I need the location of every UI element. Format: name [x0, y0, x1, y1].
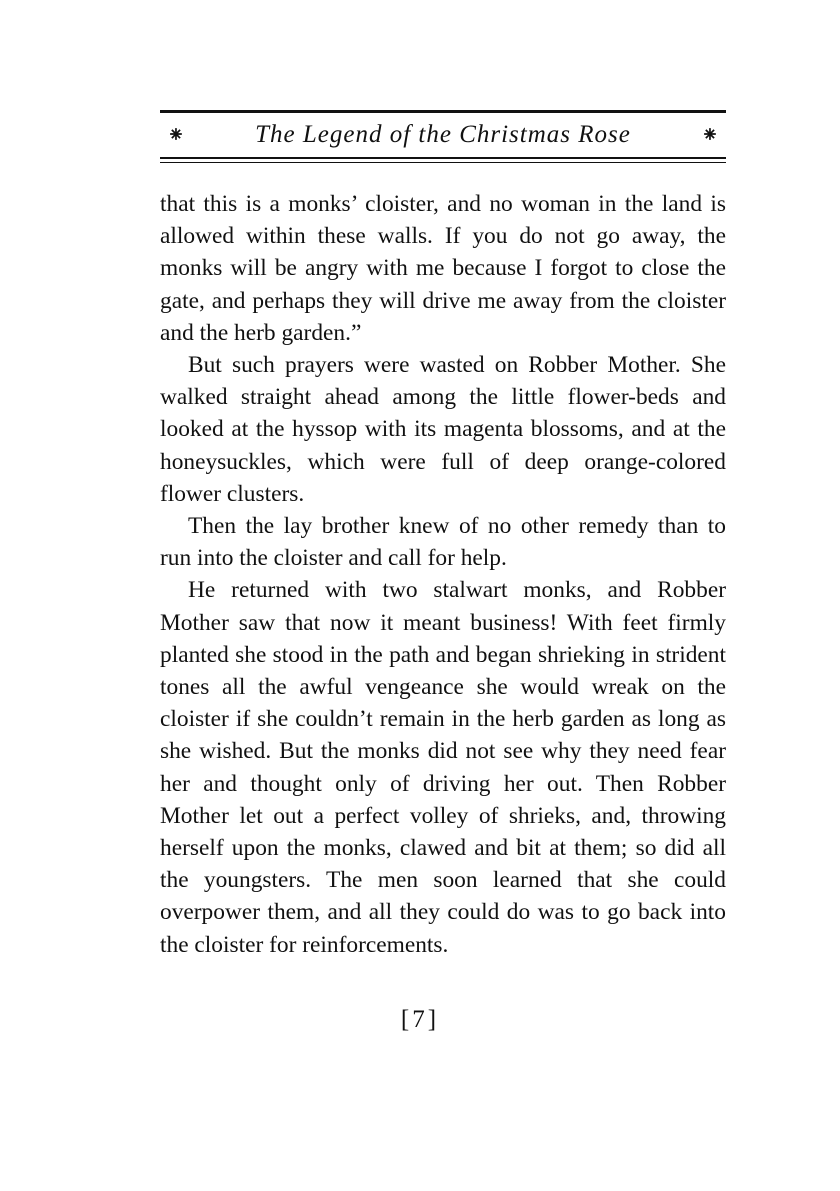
header-rule-bottom-thin — [160, 162, 726, 163]
right-ornament-icon: ⁕ — [700, 122, 720, 147]
header-title-row — [160, 113, 726, 157]
page-number: [7] — [400, 1006, 440, 1033]
paragraph-2: But such prayers were wasted on Robber Mother. She walked straight ahead among the little flower-beds and looked at the hyssop with its magenta blossoms, and at the honeysuckles, which were full of deep orange-colored flower clusters. — [160, 352, 726, 507]
left-ornament-icon: ⁕ — [166, 122, 186, 147]
body-text — [160, 188, 726, 961]
running-title: The Legend of the Christmas Rose — [255, 121, 631, 148]
paragraph-1: that this is a monks’ cloister, and no woman in the land is allowed within these walls. If you do not go away, the monks will be angry with me because I forgot to close the gate, and perhaps they will drive me away from the cloister and the herb garden.” — [160, 191, 726, 346]
header-rule-bottom — [160, 157, 726, 159]
paragraph-4: He returned with two stalwart monks, and Robber Mother saw that now it meant business! With feet firmly planted she stood in the path and began shrieking in strident tones all the awful vengeance she would wreak on the cloister if she couldn’t remain in the herb garden as long as she wished. But the monks did not see why they need fear her and thought only of driving her out. Then Robber Mother let out a perfect volley of shrieks, and, throwing herself upon the monks, clawed and bit at them; so did all the youngsters. The men soon learned that she could overpower them, and all they could do was to go back into the cloister for reinforcements. — [160, 577, 726, 958]
running-header — [160, 110, 726, 163]
paragraph-3: Then the lay brother knew of no other remedy than to run into the cloister and call for help. — [160, 513, 726, 572]
